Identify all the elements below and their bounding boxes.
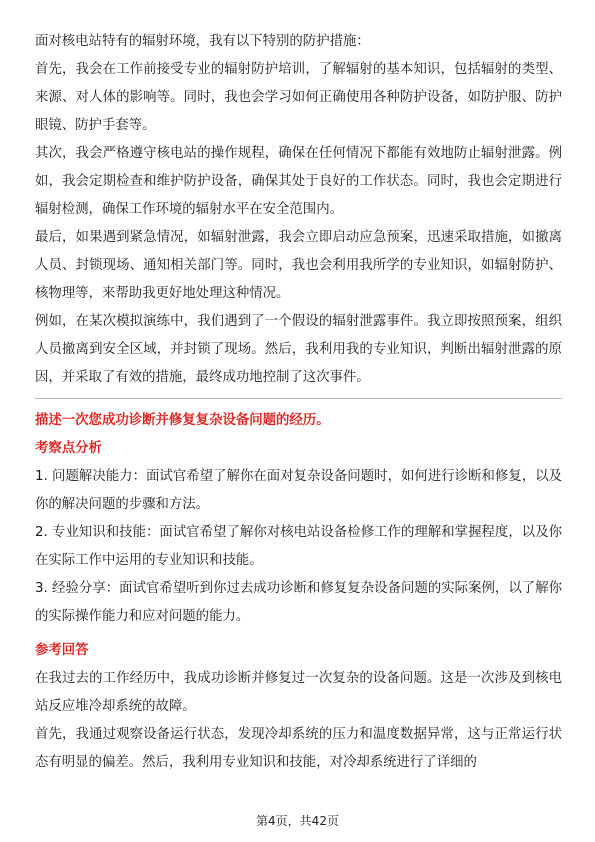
page-number: 第4页，共42页 — [256, 814, 339, 828]
answer-paragraph: 在我过去的工作经历中，我成功诊断并修复过一次复杂的设备问题。这是一次涉及到核电站反应堆冷却系统的故障。 — [35, 671, 562, 714]
question-title: 描述一次您成功诊断并修复复杂设备问题的经历。 — [35, 413, 330, 428]
intro-paragraph: 最后，如果遇到紧急情况，如辐射泄露，我会立即启动应急预案，迅速采取措施，如撤离人员、封锁现场、通知相关部门等。同时，我也会利用我所学的专业知识，如辐射防护、核物理等，来帮助我更好地处理这种情况。 — [35, 230, 562, 301]
analysis-point: 3. 经验分享：面试官希望听到你过去成功诊断和修复复杂设备问题的实际案例，以了解你的实际操作能力和应对问题的能力。 — [35, 581, 562, 624]
analysis-point: 2. 专业知识和技能：面试官希望了解你对核电站设备检修工作的理解和掌握程度，以及你在实际工作中运用的专业知识和技能。 — [35, 525, 562, 568]
answer-paragraph: 首先，我通过观察设备运行状态，发现冷却系统的压力和温度数据异常，这与正常运行状态有明显的偏差。然后，我利用专业知识和技能，对冷却系统进行了详细的 — [35, 727, 562, 770]
answer-heading: 参考回答 — [35, 643, 89, 658]
intro-paragraph: 首先，我会在工作前接受专业的辐射防护培训，了解辐射的基本知识，包括辐射的类型、来源、对人体的影响等。同时，我也会学习如何正确使用各种防护设备，如防护服、防护眼镜、防护手套等。 — [35, 62, 562, 133]
intro-paragraph: 面对核电站特有的辐射环境，我有以下特别的防护措施： — [35, 34, 370, 49]
analysis-point: 1. 问题解决能力：面试官希望了解你在面对复杂设备问题时，如何进行诊断和修复，以及你的解决问题的步骤和方法。 — [35, 469, 562, 512]
document-page — [35, 28, 562, 777]
section-divider — [35, 398, 562, 399]
analysis-heading: 考察点分析 — [35, 441, 102, 456]
intro-paragraph: 其次，我会严格遵守核电站的操作规程，确保在任何情况下都能有效地防止辐射泄露。例如，我会定期检查和维护防护设备，确保其处于良好的工作状态。同时，我也会定期进行辐射检测，确保工作环境的辐射水平在安全范围内。 — [35, 146, 562, 217]
intro-paragraph: 例如，在某次模拟演练中，我们遇到了一个假设的辐射泄露事件。我立即按照预案，组织人员撤离到安全区域，并封锁了现场。然后，我利用我的专业知识，判断出辐射泄露的原因，并采取了有效的措施，最终成功地控制了这次事件。 — [35, 314, 562, 385]
